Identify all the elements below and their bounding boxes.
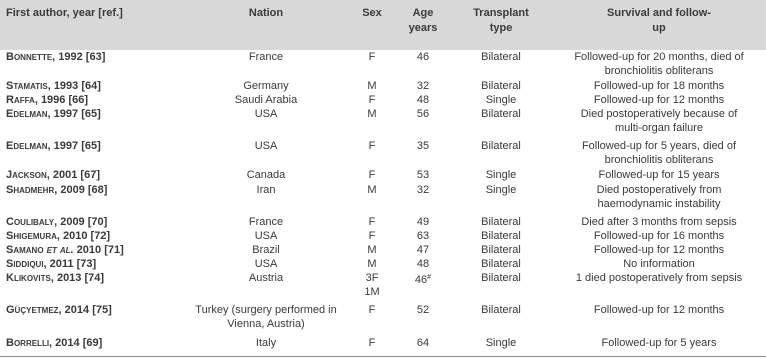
row-age: 32: [416, 80, 430, 92]
row-type: Bilateral: [481, 80, 521, 92]
row-author: Coulibaly, 2009 [70]: [6, 216, 108, 228]
row-type: Bilateral: [481, 140, 521, 152]
row-survival: No information: [623, 258, 695, 270]
row-sex: F: [368, 304, 376, 316]
header-survival: Survival and follow-up: [607, 7, 711, 34]
row-survival: Followed-up for 15 years: [598, 169, 720, 181]
row-sex: F: [368, 337, 376, 349]
row-nation: Saudi Arabia: [234, 94, 298, 106]
row-nation: Turkey (surgery performed in: [195, 304, 337, 316]
row-survival: Followed-up for 12 months: [593, 304, 725, 316]
row-sex: F: [368, 51, 376, 63]
header-age-unit: years: [408, 22, 438, 34]
row-nation: France: [248, 216, 284, 228]
row-author: Shigemura, 2010 [72]: [6, 230, 111, 242]
row-nation: Brazil: [252, 244, 280, 256]
row-author: Klikovits, 2013 [74]: [6, 272, 105, 284]
row-sex: M: [367, 244, 377, 256]
row-type: Single: [485, 169, 517, 181]
row-age: 52: [416, 304, 430, 316]
row-sex: M: [367, 258, 377, 270]
row-survival: Followed-up for 16 months: [593, 230, 725, 242]
row-nation: USA: [254, 140, 278, 152]
row-type: Bilateral: [481, 258, 521, 270]
row-age: 49: [416, 216, 430, 228]
row-author: Stamatis, 1993 [64]: [6, 80, 101, 92]
header-transplant: Transplant: [473, 7, 529, 19]
row-nation: Iran: [256, 184, 276, 196]
row-type: Bilateral: [481, 230, 521, 242]
row-survival: Followed-up for 5 years, died of: [581, 140, 737, 152]
row-survival-cont: multi-organ failure: [614, 122, 704, 134]
author-et-al: et al.: [46, 244, 74, 256]
row-author: Borrelli, 2014 [69]: [6, 337, 103, 349]
row-age: 48: [416, 258, 430, 270]
author-name: Samano: [6, 244, 47, 256]
row-nation: USA: [254, 230, 278, 242]
row-age: 56: [416, 108, 430, 120]
row-survival: Followed-up for 20 months, died of: [574, 51, 744, 63]
row-nation: Italy: [255, 337, 277, 349]
row-survival: Followed-up for 12 months: [593, 94, 725, 106]
row-type: Bilateral: [481, 108, 521, 120]
row-survival: Followed-up for 5 years: [601, 337, 717, 349]
row-type: Bilateral: [481, 304, 521, 316]
row-sex: F: [368, 140, 376, 152]
row-nation: USA: [254, 108, 278, 120]
row-author: Raffa, 1996 [66]: [6, 94, 89, 106]
row-author: Güçyetmez, 2014 [75]: [6, 304, 112, 316]
row-sex: 3F: [365, 272, 379, 284]
row-age: 63: [416, 230, 430, 242]
header-nation: Nation: [248, 7, 284, 19]
header-sex: Sex: [362, 7, 382, 19]
row-type: Bilateral: [481, 51, 521, 63]
row-type: Bilateral: [481, 216, 521, 228]
row-type: Single: [485, 184, 517, 196]
row-nation: Germany: [243, 80, 289, 92]
row-age: 53: [416, 169, 430, 181]
row-author: Edelman, 1997 [65]: [6, 108, 101, 120]
row-nation: Canada: [246, 169, 286, 181]
row-sex: F: [368, 216, 376, 228]
row-survival: Died postoperatively from: [596, 184, 722, 196]
row-sex: M: [367, 184, 377, 196]
table-bottom-rule: [0, 356, 766, 357]
row-type: Bilateral: [481, 272, 521, 284]
header-transplant-type: type: [489, 22, 513, 34]
row-survival: Died after 3 months from sepsis: [581, 216, 737, 228]
row-age: 47: [416, 244, 430, 256]
row-author: Siddiqui, 2011 [73]: [6, 258, 97, 270]
row-sex-cont: 1M: [364, 286, 380, 298]
header-age: Age: [412, 7, 434, 19]
row-type: Single: [485, 337, 517, 349]
row-author: [6, 243, 124, 257]
row-survival: 1 died postoperatively from sepsis: [575, 272, 743, 284]
row-survival-cont: bronchiolitis obliterans: [604, 154, 714, 166]
row-age: 46: [416, 51, 430, 63]
row-author: Jackson, 2001 [67]: [6, 169, 100, 181]
row-age: 35: [416, 140, 430, 152]
table-header: [0, 0, 766, 50]
row-survival-cont: bronchiolitis obliterans: [604, 65, 714, 77]
age-footnote-mark: #: [427, 274, 432, 281]
row-sex: M: [367, 108, 377, 120]
row-nation-cont: Vienna, Austria): [227, 318, 305, 330]
author-year: 2010 [71]: [73, 244, 124, 256]
row-author: Edelman, 1997 [65]: [6, 140, 101, 152]
row-age: 64: [416, 337, 430, 349]
row-type: Bilateral: [481, 244, 521, 256]
row-survival: Died postoperatively because of: [580, 108, 738, 120]
row-age: 48: [416, 94, 430, 106]
row-survival: Followed-up for 18 months: [593, 80, 725, 92]
row-survival: Followed-up for 12 months: [593, 244, 725, 256]
row-sex: M: [367, 80, 377, 92]
row-author: Bonnette, 1992 [63]: [6, 51, 106, 63]
row-age: 32: [416, 184, 430, 196]
row-age: [415, 271, 431, 287]
age-value: 46: [414, 274, 428, 286]
row-sex: F: [368, 169, 376, 181]
row-nation: Austria: [248, 272, 284, 284]
row-sex: F: [368, 94, 376, 106]
row-sex: F: [368, 230, 376, 242]
header-author: First author, year [ref.]: [6, 7, 123, 19]
row-author: Shadmehr, 2009 [68]: [6, 184, 108, 196]
row-nation: USA: [254, 258, 278, 270]
row-type: Single: [485, 94, 517, 106]
row-survival-cont: haemodynamic instability: [597, 198, 721, 210]
row-nation: France: [248, 51, 284, 63]
